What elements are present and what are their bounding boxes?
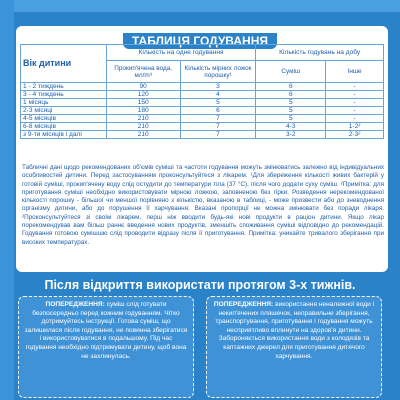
row-age: з 9-ти місяців і далі bbox=[21, 131, 107, 139]
row-water: 210 bbox=[106, 115, 180, 123]
row-age: 1 - 2 тиждень bbox=[21, 83, 107, 91]
row-age: 6-8 місяців bbox=[21, 123, 107, 131]
row-water: 180 bbox=[106, 107, 180, 115]
col-other-header: Інше bbox=[326, 61, 384, 83]
warning-left-text: суміш слід готувати безпосередньо перед кожним годуванням. Чітко дотримуйтесь інструкції. Готова суміш, що залишилася після годування, не повинна зберігатися і використовуватися в подальшому. Під час годування необхідно підтримувати дитину, щоб вона не захлинулась. bbox=[24, 301, 188, 360]
table-row bbox=[21, 107, 384, 115]
row-mix: 4-3 bbox=[256, 123, 326, 131]
row-water: 90 bbox=[106, 83, 180, 91]
group-per-day-header: Кількість годувань на добу bbox=[256, 45, 384, 61]
table-row bbox=[21, 99, 384, 107]
row-other: - bbox=[326, 115, 384, 123]
table-row bbox=[21, 131, 384, 139]
row-scoops: 7 bbox=[180, 123, 256, 131]
row-mix: 5 bbox=[256, 99, 326, 107]
warning-right-text: використання неналежної води і некип'ячених пляшечок, неправильне зберігання, транспортування, приготування і годування можуть несприятливо вплинути на здоров'я дитини. Забороняється використання води з колодязів та каптажних джерел для приготування дитячого харчування. bbox=[215, 301, 375, 360]
row-scoops: 5 bbox=[180, 99, 256, 107]
row-other: - bbox=[326, 83, 384, 91]
row-water: 150 bbox=[106, 99, 180, 107]
row-scoops: 4 bbox=[180, 91, 256, 99]
row-age: 3 - 4 тиждень bbox=[21, 91, 107, 99]
row-water: 210 bbox=[106, 123, 180, 131]
top-strip bbox=[0, 0, 400, 12]
col-mix-header: Суміш bbox=[256, 61, 326, 83]
row-mix: 5 bbox=[256, 107, 326, 115]
row-water: 210 bbox=[106, 131, 180, 139]
table-row bbox=[21, 123, 384, 131]
row-other: 2-3² bbox=[326, 131, 384, 139]
instructions-paragraph: Табличні дані щодо рекомендованих об'ємів суміші та частоти годування можуть змінюватись залежно від індивідуальних особливостей дитини. Перед застосуванням проконсультуйтеся з лікарем. ¹Для збереження кількості живих бактерій у готовій суміші, прокип'ячену воду слід остудити до температури тіла (37 °С), після чого додати суху суміш. ²Примітка: для приготування суміші необхідно використовувати мірною ложкою, заповненою без гірки. Розведення нерекомендованої кількості порошку - більшої чи меншої порівняно з кількістю, вказаною в таблиці, - може призвести або до зневоднення організму дитини, або до порушення її харчування. Вказані пропорції не можна змінювати без поради лікаря. ²Проконсультуйтеся зі своїм лікарем, перш ніж вводити будь-які нові продукти в раціон дитини. Якщо лікар порекомендував вам більш раннє введення нових продуктів, зменшіть споживання суміші відповідно до рекомендацій. Годування готовою сумішшю слід проводити відразу після її приготування. Примітка: уникайте тривалого зберігання при високих температурах. bbox=[22, 164, 384, 246]
row-other: - bbox=[326, 91, 384, 99]
warning-box-water bbox=[206, 296, 382, 398]
table-row bbox=[21, 83, 384, 91]
feeding-table-title: ТАБЛИЦЯ ГОДУВАННЯ bbox=[123, 33, 277, 49]
row-mix: 5 bbox=[256, 115, 326, 123]
row-age: 2-3 місяці bbox=[21, 107, 107, 115]
left-bar bbox=[0, 0, 14, 400]
row-scoops: 7 bbox=[180, 131, 256, 139]
feeding-table bbox=[20, 44, 384, 139]
row-scoops: 6 bbox=[180, 107, 256, 115]
table-row bbox=[21, 91, 384, 99]
storage-headline: Після відкриття використати протягом 3-х тижнів. bbox=[44, 278, 356, 292]
row-scoops: 7 bbox=[180, 115, 256, 123]
group-one-feeding-header: Кількість на одне годування bbox=[106, 45, 256, 61]
row-mix: 6 bbox=[256, 91, 326, 99]
row-other: 1-2² bbox=[326, 123, 384, 131]
row-other: - bbox=[326, 99, 384, 107]
col-age-header: Вік дитини bbox=[21, 45, 107, 83]
row-age: 4-5 місяців bbox=[21, 115, 107, 123]
warning-left-title: ПОПЕРЕДЖЕННЯ: bbox=[45, 301, 105, 308]
row-scoops: 3 bbox=[180, 83, 256, 91]
row-water: 120 bbox=[106, 91, 180, 99]
row-age: 1 місяць bbox=[21, 99, 107, 107]
col-scoops-header: Кількість мірних ложок порошку¹ bbox=[180, 61, 256, 83]
warning-box-preparation bbox=[18, 296, 194, 398]
table-row bbox=[21, 115, 384, 123]
row-other: - bbox=[326, 107, 384, 115]
warning-right-title: ПОПЕРЕДЖЕННЯ: bbox=[213, 301, 274, 308]
row-mix: 3-2 bbox=[256, 131, 326, 139]
row-mix: 6 bbox=[256, 83, 326, 91]
col-water-header: Прокип'ячена вода, мл/m³ bbox=[106, 61, 180, 83]
